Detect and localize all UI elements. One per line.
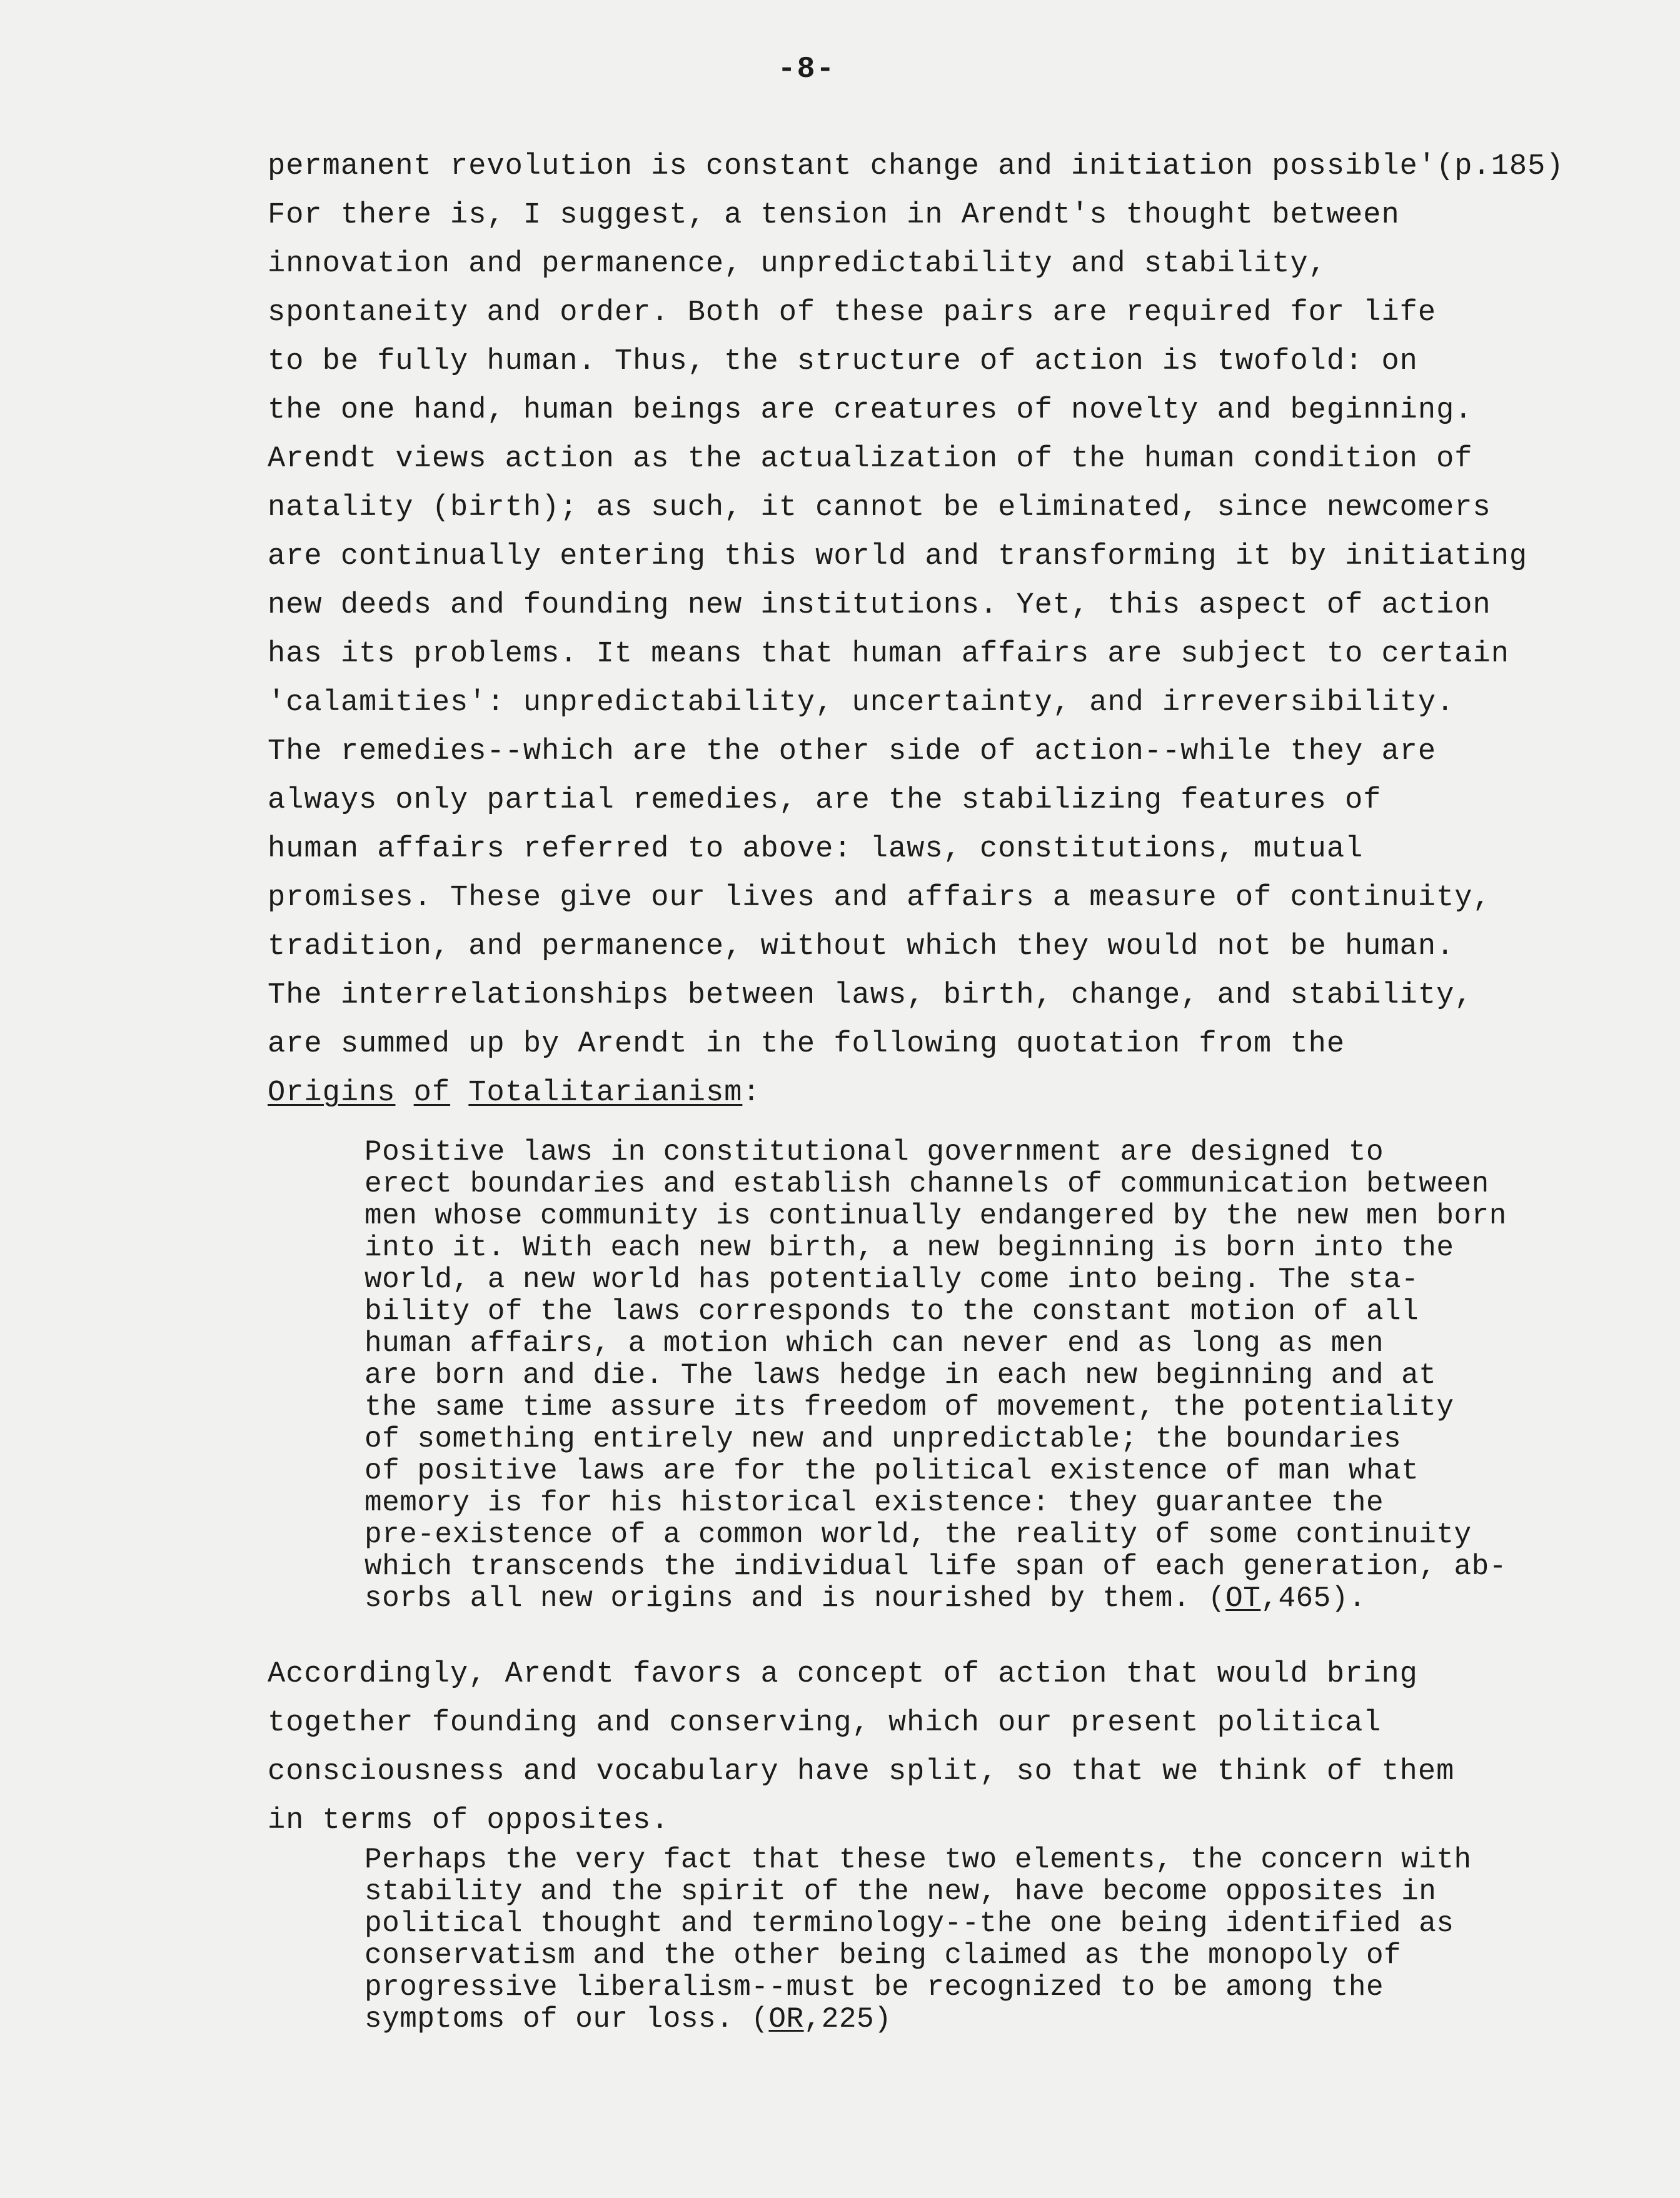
text-line: tradition, and permanence, without which they would not be human.	[268, 930, 1455, 963]
text-line: consciousness and vocabulary have split, so that we think of them	[268, 1755, 1455, 1789]
text-line: human affairs referred to above: laws, constitutions, mutual	[268, 833, 1364, 866]
quote-text: symptoms of our loss. (	[365, 2003, 769, 2035]
text-line: together founding and conserving, which our present political	[268, 1707, 1382, 1740]
quote-line-last	[365, 2004, 1665, 2035]
quote-line: world, a new world has potentially come into being. The sta-	[365, 1263, 1419, 1296]
text-line: Accordingly, Arendt favors a concept of action that would bring	[268, 1658, 1418, 1691]
quote-line: of positive laws are for the political existence of man what	[365, 1455, 1419, 1487]
body-paragraph-2	[268, 1650, 1662, 1845]
title-word: of	[413, 1076, 451, 1110]
citation-page: ,225)	[803, 2003, 892, 2035]
text-line: The remedies--which are the other side of action--while they are	[268, 735, 1437, 768]
quote-line: memory is for his historical existence: they guarantee the	[365, 1487, 1384, 1519]
text-line: promises. These give our lives and affairs a measure of continuity,	[268, 881, 1491, 915]
quote-line: human affairs, a motion which can never end as long as men	[365, 1327, 1384, 1360]
citation-page: ,465).	[1260, 1582, 1366, 1615]
quote-line: conservatism and the other being claimed as the monopoly of	[365, 1939, 1402, 1972]
quote-line: Perhaps the very fact that these two elements, the concern with	[365, 1844, 1472, 1876]
quote-line: political thought and terminology--the one being identified as	[365, 1907, 1454, 1940]
body-paragraph-1	[268, 143, 1662, 1118]
text-line: The interrelationships between laws, birth, change, and stability,	[268, 979, 1473, 1012]
quote-line: progressive liberalism--must be recognized to be among the	[365, 1971, 1384, 2004]
quote-line: of something entirely new and unpredictable; the boundaries	[365, 1423, 1402, 1455]
citation-abbrev: OT	[1225, 1582, 1261, 1615]
citation-abbrev: OR	[768, 2003, 804, 2035]
quote-line: pre-existence of a common world, the reality of some continuity	[365, 1518, 1472, 1551]
text-line: are continually entering this world and transforming it by initiating	[268, 540, 1528, 573]
text-line: permanent revolution is constant change and initiation possible'(p.185)	[268, 150, 1564, 183]
title-suffix: :	[742, 1076, 761, 1110]
block-quote-1	[365, 1137, 1665, 1615]
quote-line: stability and the spirit of the new, have become opposites in	[365, 1875, 1437, 1908]
title-word: Totalitarianism	[468, 1076, 743, 1110]
title-word: Origins	[268, 1076, 396, 1110]
quote-line: Positive laws in constitutional government are designed to	[365, 1136, 1384, 1168]
quote-line: are born and die. The laws hedge in each new beginning and at	[365, 1359, 1437, 1392]
text-line: innovation and permanence, unpredictability and stability,	[268, 248, 1327, 281]
text-line: the one hand, human beings are creatures of novelty and beginning.	[268, 394, 1473, 427]
quote-line: erect boundaries and establish channels of communication between	[365, 1168, 1489, 1200]
quote-line: into it. With each new birth, a new beginning is born into the	[365, 1232, 1454, 1264]
page-number: -8-	[777, 53, 836, 86]
text-line: For there is, I suggest, a tension in Arendt's thought between	[268, 199, 1400, 232]
text-line: natality (birth); as such, it cannot be eliminated, since newcomers	[268, 491, 1491, 524]
book-title-line	[268, 1069, 1662, 1118]
text-line: in terms of opposites.	[268, 1804, 670, 1837]
text-line: Arendt views action as the actualization of the human condition of	[268, 443, 1473, 476]
text-line: to be fully human. Thus, the structure of action is twofold: on	[268, 345, 1418, 378]
text-line: spontaneity and order. Both of these pairs are required for life	[268, 296, 1437, 329]
text-line: always only partial remedies, are the stabilizing features of	[268, 784, 1382, 817]
quote-line: bility of the laws corresponds to the constant motion of all	[365, 1295, 1419, 1328]
text-line: 'calamities': unpredictability, uncertainty, and irreversibility.	[268, 686, 1455, 720]
quote-line: men whose community is continually endangered by the new men born	[365, 1200, 1507, 1232]
quote-text: sorbs all new origins and is nourished by them. (	[365, 1582, 1226, 1615]
text-line: has its problems. It means that human affairs are subject to certain	[268, 638, 1509, 671]
text-line: are summed up by Arendt in the following quotation from the	[268, 1028, 1346, 1061]
block-quote-2	[365, 1844, 1665, 2035]
quote-line-last	[365, 1583, 1665, 1615]
text-line: new deeds and founding new institutions. Yet, this aspect of action	[268, 589, 1491, 622]
quote-line: the same time assure its freedom of movement, the potentiality	[365, 1391, 1454, 1423]
quote-line: which transcends the individual life span of each generation, ab-	[365, 1550, 1507, 1583]
